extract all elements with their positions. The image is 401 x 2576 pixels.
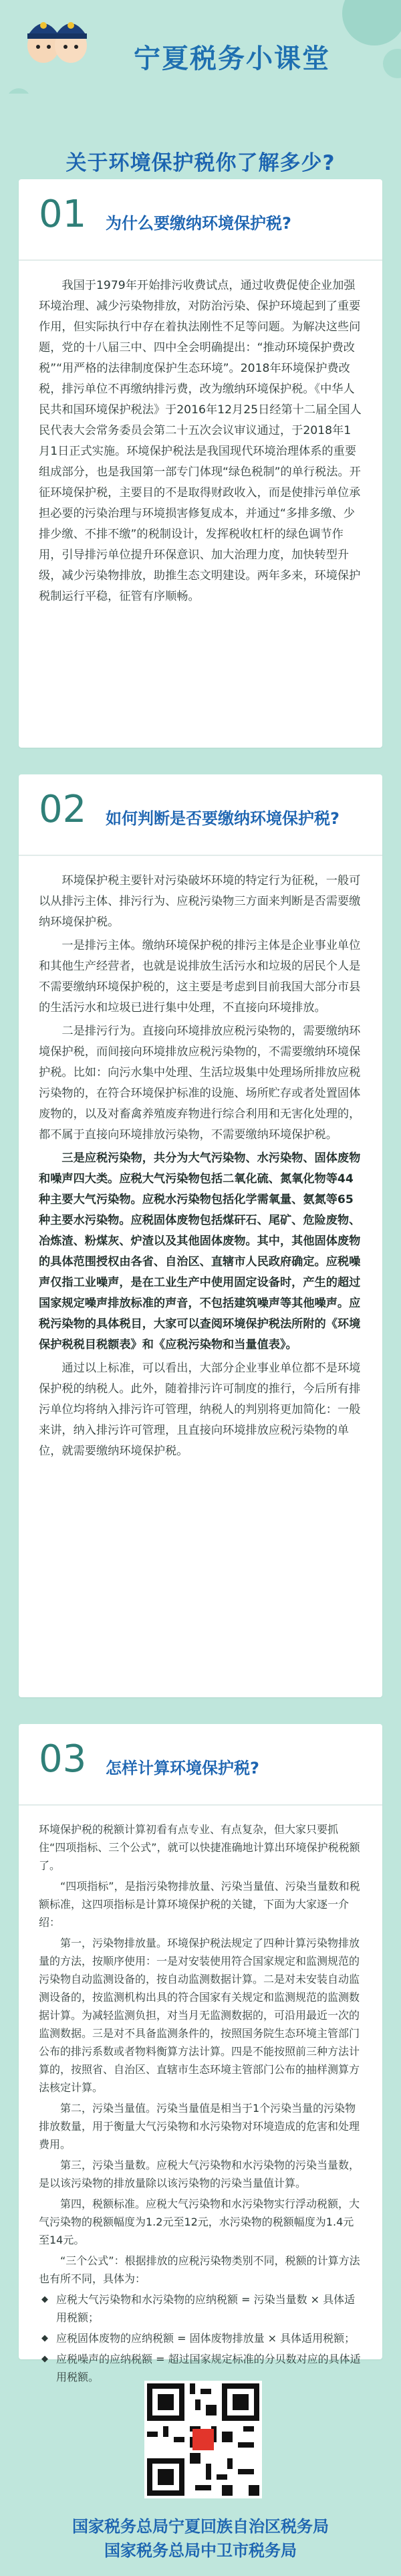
qr-code-icon	[144, 2381, 262, 2498]
section-body	[19, 1806, 382, 2409]
section-number: 03	[39, 1737, 87, 1781]
section-03	[19, 1724, 382, 2383]
paragraph: 环境保护税的税额计算初看有点专业、有点复杂，但大家只要抓住“四项指标、三个公式”，就可以快捷准确地计算出环境保护税税额了。	[39, 1823, 360, 1872]
paragraph: 第三，污染当量数。应税大气污染物和水污染物的污染当量数，是以该污染物的排放量除以该污染物的污染当量值计算。	[39, 2159, 360, 2189]
page-footer	[0, 2514, 401, 2563]
footer-line: 国家税务总局中卫市税务局	[104, 2541, 297, 2560]
section-number: 02	[39, 788, 87, 831]
section-header	[19, 1724, 382, 1806]
section-02	[19, 774, 382, 1697]
paragraph: 第一，污染物排放量。环境保护税法规定了四种计算污染物排放量的方法，按顺序使用：一是对安装使用符合国家规定和监测规范的污染物自动监测设备的，按自动监测数据计算。二是对未安装自动监测设备的，按监测机构出具的符合国家有关规定和监测规范的监测数据计算。为减轻监测负担，对当月无监测数据的，可沿用最近一次的监测数据。三是对不具备监测条件的，按照国务院生态环境主管部门公布的排污系数或者物料衡算方法计算。四是不能按照前三种方法计算的，按照省、自治区、直辖市生态环境主管部门公布的抽样测算方法核定计算。	[39, 1937, 360, 2094]
paragraph: 第四，税额标准。应税大气污染物和水污染物实行浮动税额，大气污染物的税额幅度为1.2元至12元，水污染物的税额幅度为1.4元至14元。	[39, 2197, 360, 2246]
paragraph: 一是排污主体。缴纳环境保护税的排污主体是企业事业单位和其他生产经营者，也就是说排放生活污水和垃圾的居民个人是不需要缴纳环境保护税的，这主要是考虑到目前我国大部分市县的生活污水和垃圾已进行集中处理，不直接向环境排放。	[39, 939, 361, 1014]
page-header	[0, 0, 401, 127]
section-title: 为什么要缴纳环境保护税?	[106, 214, 291, 233]
section-header	[19, 179, 382, 261]
paragraph: 三是应税污染物，共分为大气污染物、水污染物、固体废物和噪声四大类。应税大气污染物包括二氧化硫、氮氧化物等44种主要大气污染物。应税水污染物包括化学需氧量、氨氮等65种主要水污染物。应税固体废物包括煤矸石、尾矿、危险废物、冶炼渣、粉煤灰、炉渣以及其他固体废物。其中，其他固体废物的具体范围授权由各省、自治区、直辖市人民政府确定。应税噪声仅指工业噪声，是在工业生产中使用固定设备时，产生的超过国家规定噪声排放标准的声音，不包括建筑噪声等其他噪声。应税污染物的具体税目，大家可以查阅环境保护税法所附的《环境保护税税目税额表》和《应税污染物和当量值表》。	[39, 1152, 361, 1352]
paragraph: 二是排污行为。直接向环境排放应税污染物的，需要缴纳环境保护税，而间接向环境排放应税污染物的，不需要缴纳环境保护税。比如：向污水集中处理、生活垃圾集中处理场所排放应税污染物的，在符合环境保护标准的设施、场所贮存或者处置固体废物的，以及对畜禽养殖废弃物进行综合利用和无害化处理的，都不属于直接向环境排放污染物，不需要缴纳环境保护税。	[39, 1025, 361, 1142]
formula-item: ◆ 应税固体废物的应纳税额 = 固体废物排放量 × 具体适用税额；	[39, 2329, 362, 2347]
paragraph: “三个公式”：根据排放的应税污染物类别不同，税额的计算方法也有所不同，具体为：	[39, 2254, 360, 2285]
section-header	[19, 774, 382, 856]
formula-item: ◆ 应税大气污染物和水污染物的应纳税额 = 污染当量数 × 具体适用税额；	[39, 2290, 362, 2327]
page-subtitle: 关于环境保护税你了解多少?	[65, 151, 336, 175]
paragraph: 环境保护税主要针对污染破坏环境的特定行为征税，一般可以从排污主体、排污行为、应税污染物三方面来判断是否需要缴纳环境保护税。	[39, 874, 361, 929]
paragraph: “四项指标”，是指污染物排放量、污染当量值、污染当量数和税额标准，这四项指标是计算环境保护税的关键，下面为大家逐一介绍：	[39, 1880, 360, 1929]
section-title: 如何判断是否要缴纳环境保护税?	[106, 809, 340, 828]
section-body	[19, 261, 382, 630]
section-01	[19, 179, 382, 748]
section-body	[19, 856, 382, 1485]
formula-item: ◆ 应税噪声的应纳税额 = 超过国家规定标准的分贝数对应的具体适用税额。	[39, 2350, 362, 2386]
footer-line: 国家税务总局宁夏回族自治区税务局	[72, 2517, 329, 2536]
paragraph: 通过以上标准，可以看出，大部分企业事业单位都不是环境保护税的纳税人。此外，随着排污许可制度的推行，今后所有排污单位均将纳入排污许可管理，纳税人的判别将更加简化：一般来讲，纳入排污许可管理，且直接向环境排放应税污染物的单位，就需要缴纳环境保护税。	[39, 1362, 361, 1458]
tax-mascots-icon	[20, 7, 94, 67]
paragraph: 第二，污染当量值。污染当量值是相当于1个污染当量的污染物排放数量，用于衡量大气污染物和水污染物对环境造成的危害和处理费用。	[39, 2102, 360, 2151]
section-number: 01	[39, 193, 87, 236]
brand-title: 宁夏税务小课堂	[134, 43, 330, 74]
section-title: 怎样计算环境保护税?	[106, 1759, 259, 1778]
paragraph: 我国于1979年开始排污收费试点，通过收费促使企业加强环境治理、减少污染物排放，对防治污染、保护环境起到了重要作用，但实际执行中存在着执法刚性不足等问题。为解决这些问题，党的十八届三中、四中全会明确提出：“推动环境保护费改税”“用严格的法律制度保护生态环境”。2018年环境保护费改税，排污单位不再缴纳排污费，改为缴纳环境保护税。《中华人民共和国环境保护税法》于2016年12月25日经第十二届全国人民代表大会常务委员会第二十五次会议审议通过，于2018年1月1日正式实施。环境保护税法是我国现代环境治理体系的重要组成部分，也是我国第一部专门体现“绿色税制”的单行税法。开征环境保护税，主要目的不是取得财政收入，而是使排污单位承担必要的污染治理与环境损害修复成本，并通过“多排多缴、少排少缴、不排不缴”的税制设计，发挥税收杠杆的绿色调节作用，引导排污单位提升环保意识、加大治理力度，加快转型升级，减少污染物排放，助推生态文明建设。两年多来，环境保护税制运行平稳，征管有序顺畅。	[39, 279, 362, 603]
